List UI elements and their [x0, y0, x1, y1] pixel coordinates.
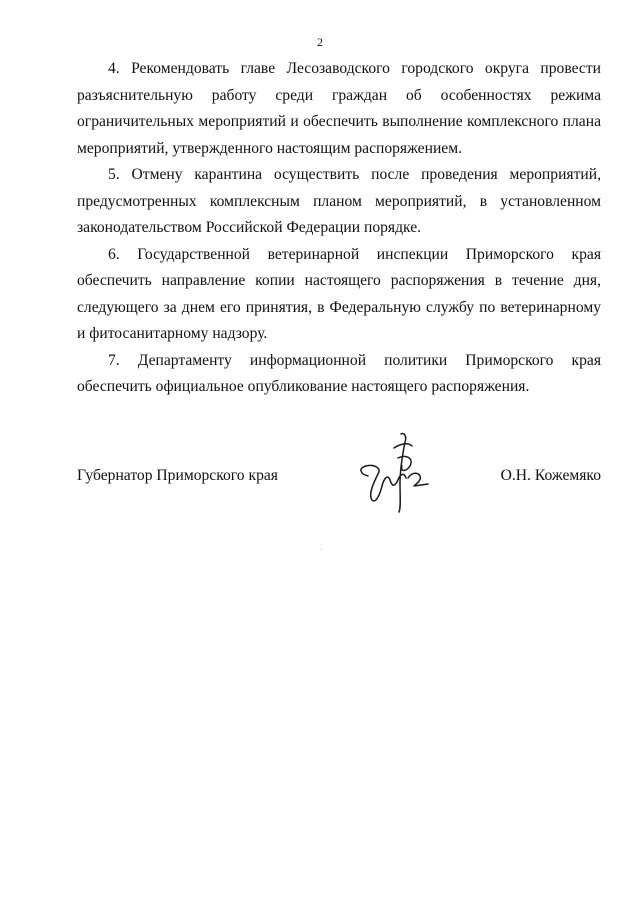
signature-block [77, 463, 601, 493]
handwritten-signature [354, 428, 434, 514]
signer-position: Губернатор Приморского края [77, 467, 278, 484]
paragraph-item-7: 7. Департаменту информационной политики Приморского края обеспечить официальное опубликование настоящего распоряжения. [77, 351, 601, 395]
paragraph-item-6: 6. Государственной ветеринарной инспекции Приморского края обеспечить направление копии настоящего распоряжения в течение дня, следующего за днем его принятия, в Федеральную службу по ветеринарному и фитосанитарному надзору. [77, 245, 601, 342]
page-number: 2 [317, 35, 323, 49]
document-body [77, 56, 601, 401]
signer-name: О.Н. Кожемяко [500, 467, 601, 484]
paragraph-item-4: 4. Рекомендовать главе Лесозаводского городского округа провести разъяснительную работу среди граждан об особенностях режима ограничительных мероприятий и обеспечить выполнение комплексного плана мероприятий, утвержденного настоящим распоряжением. [77, 60, 601, 157]
paragraph-item-5: 5. Отмену карантина осуществить после проведения мероприятий, предусмотренных комплексным планом мероприятий, в установленном законодательством Российской Федерации порядке. [77, 166, 601, 236]
scan-speck [321, 549, 322, 550]
